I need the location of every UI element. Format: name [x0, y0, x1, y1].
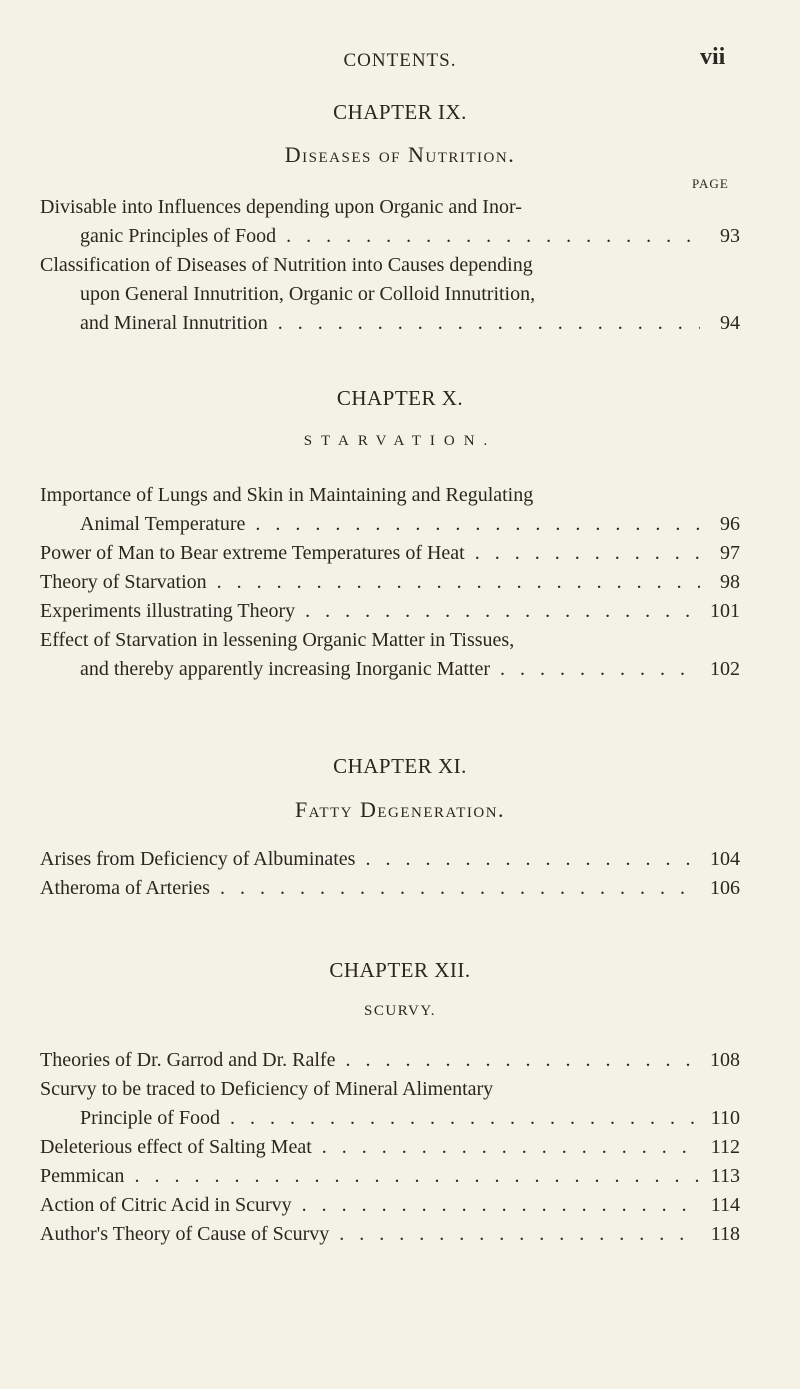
- chapter-title: CHAPTER XI.: [333, 754, 467, 778]
- entry-page: 114: [710, 1194, 740, 1216]
- dot-leader: [355, 845, 700, 874]
- toc-entry: [40, 539, 740, 568]
- toc-entry: [40, 845, 740, 874]
- dot-leader: [220, 1104, 700, 1133]
- entry-text: Divisable into Influences depending upon Organic and Inor-: [40, 196, 522, 218]
- entry-page: 101: [710, 600, 740, 622]
- entry-page: 118: [710, 1223, 740, 1245]
- chapter-subtitle: Fatty Degeneration.: [294, 797, 506, 822]
- chapter-title: CHAPTER X.: [336, 386, 464, 410]
- chapter-subtitle: SCURVY.: [364, 1003, 436, 1019]
- toc-entry: [40, 193, 740, 251]
- dot-leader: [335, 1046, 700, 1075]
- entry-page: 108: [710, 1049, 740, 1071]
- dot-leader: [210, 874, 700, 903]
- dot-leader: [276, 222, 700, 251]
- entry-text: Effect of Starvation in lessening Organic Matter in Tissues,: [40, 629, 515, 651]
- dot-leader: [207, 568, 700, 597]
- entry-page: 96: [720, 513, 740, 535]
- entry-text: Pemmican: [40, 1165, 125, 1187]
- page-column-label: PAGE: [692, 176, 729, 191]
- entry-text: Power of Man to Bear extreme Temperatures of Heat: [40, 542, 465, 564]
- dot-leader: [295, 597, 700, 626]
- toc-entry: [40, 597, 740, 626]
- entry-text: Animal Temperature: [80, 513, 246, 535]
- entry-text: and thereby apparently increasing Inorganic Matter: [80, 658, 491, 680]
- entry-page: 97: [720, 542, 740, 564]
- running-title: CONTENTS.: [343, 50, 457, 71]
- entry-text: Theories of Dr. Garrod and Dr. Ralfe: [40, 1049, 336, 1071]
- toc-entry: [40, 1046, 740, 1075]
- page-number: vii: [700, 44, 726, 70]
- toc-entry: [40, 1220, 740, 1249]
- entry-page: 102: [710, 658, 740, 680]
- entry-page: 98: [720, 571, 740, 593]
- entry-text: Author's Theory of Cause of Scurvy: [40, 1223, 330, 1245]
- toc-entry: [40, 251, 740, 338]
- toc-entry: [40, 1133, 740, 1162]
- entry-text: Scurvy to be traced to Deficiency of Mineral Alimentary: [40, 1078, 494, 1100]
- entry-page: 93: [720, 225, 740, 247]
- entry-text: and Mineral Innutrition: [80, 312, 268, 334]
- entry-text: upon General Innutrition, Organic or Colloid Innutrition,: [80, 283, 536, 305]
- dot-leader: [312, 1133, 700, 1162]
- entry-text: ganic Principles of Food: [80, 225, 277, 247]
- entry-page: 113: [710, 1165, 740, 1187]
- entry-text: Classification of Diseases of Nutrition into Causes depending: [40, 254, 533, 276]
- dot-leader: [245, 510, 700, 539]
- toc-entry: [40, 1191, 740, 1220]
- entry-text: Deleterious effect of Salting Meat: [40, 1136, 312, 1158]
- entry-page: 110: [710, 1107, 740, 1129]
- entry-text: Experiments illustrating Theory: [40, 600, 296, 622]
- dot-leader: [465, 539, 700, 568]
- dot-leader: [268, 309, 700, 338]
- dot-leader: [490, 655, 700, 684]
- entry-text: Action of Citric Acid in Scurvy: [40, 1194, 292, 1216]
- entry-page: 104: [710, 848, 740, 870]
- chapter-title: CHAPTER XII.: [329, 958, 471, 982]
- dot-leader: [292, 1191, 700, 1220]
- entry-text: Arises from Deficiency of Albuminates: [40, 848, 356, 870]
- toc-entry: [40, 1075, 740, 1133]
- toc-entry: [40, 568, 740, 597]
- entry-text: Principle of Food: [80, 1107, 220, 1129]
- entry-text: Atheroma of Arteries: [40, 877, 210, 899]
- dot-leader: [124, 1162, 700, 1191]
- chapter-subtitle: Diseases of Nutrition.: [284, 142, 516, 167]
- toc-entry: [40, 626, 740, 684]
- entry-page: 106: [710, 877, 740, 899]
- toc-entry: [40, 874, 740, 903]
- toc-entry: [40, 1162, 740, 1191]
- toc-entry: [40, 481, 740, 539]
- entry-page: 112: [710, 1136, 740, 1158]
- dot-leader: [329, 1220, 700, 1249]
- chapter-title: CHAPTER IX.: [333, 100, 467, 124]
- entry-text: Theory of Starvation: [40, 571, 207, 593]
- entry-page: 94: [720, 312, 740, 334]
- chapter-subtitle: STARVATION.: [303, 433, 497, 449]
- entry-text: Importance of Lungs and Skin in Maintaining and Regulating: [40, 484, 534, 506]
